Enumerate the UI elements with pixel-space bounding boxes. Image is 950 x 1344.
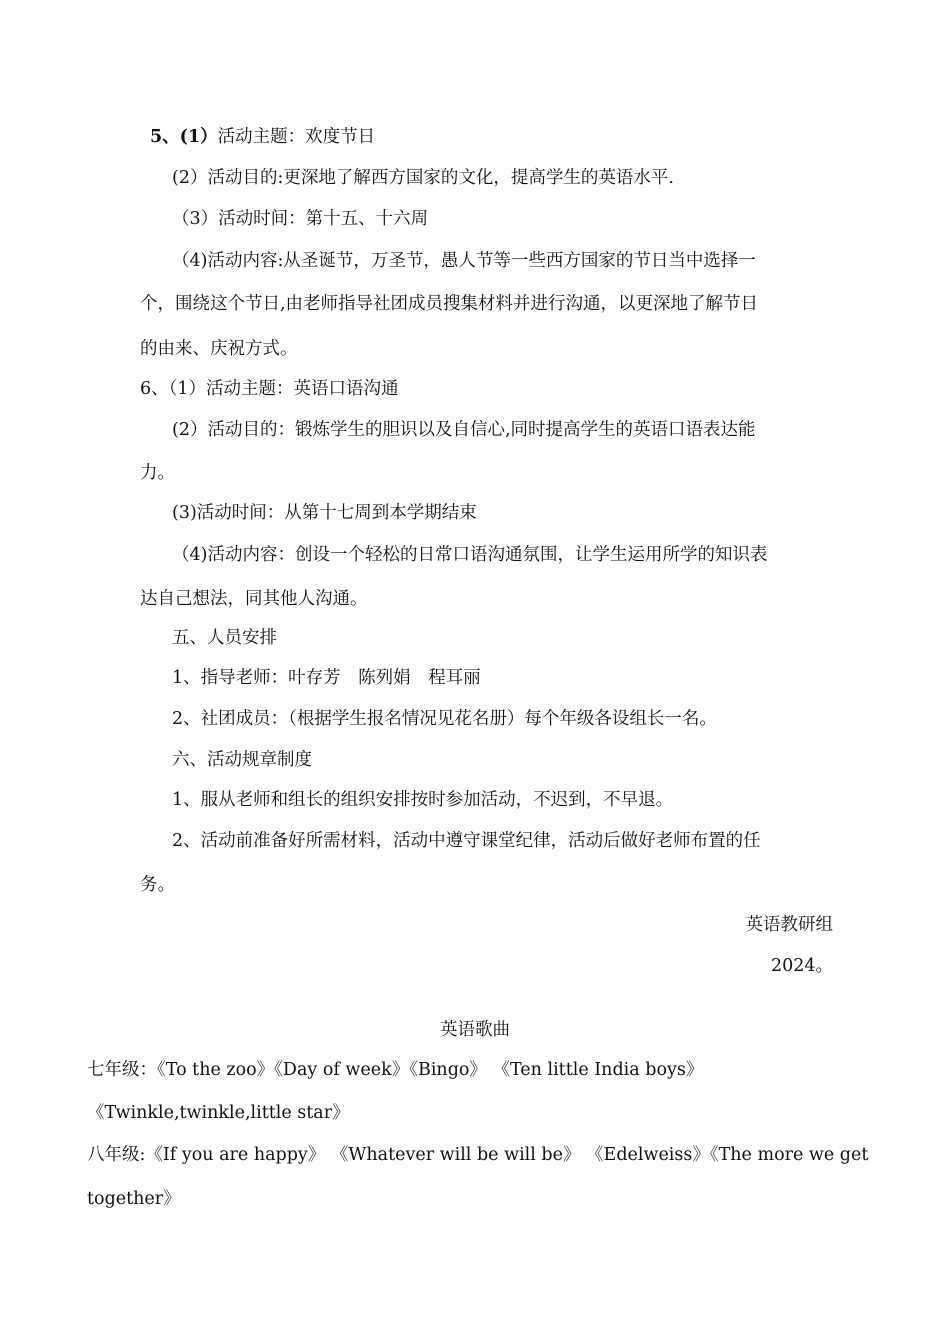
activity5-theme-text: 活动主题：欢度节日 xyxy=(217,127,376,147)
activity5-number: 5、(1） xyxy=(150,127,218,147)
activity5-theme xyxy=(150,125,375,149)
activity6-content-line1: （4)活动内容：创设一个轻松的日常口语沟通氛围，让学生运用所学的知识表 xyxy=(172,545,768,565)
songs-grade8-line1: 八年级:《If you are happy》 《Whatever will be will be》 《Edelweiss》《The more we get xyxy=(87,1145,869,1165)
rule-1: 1、服从老师和组长的组织安排按时参加活动，不迟到，不早退。 xyxy=(172,790,674,810)
songs-grade8-line2: together》 xyxy=(87,1189,181,1209)
activity5-content-line1: （4)活动内容:从圣诞节，万圣节，愚人节等一些西方国家的节日当中选择一 xyxy=(172,251,756,271)
activity6-goal-line1: (2）活动目的：锻炼学生的胆识以及自信心,同时提高学生的英语口语表达能 xyxy=(172,420,756,440)
songs-title: 英语歌曲 xyxy=(440,1020,510,1040)
staff-teachers: 1、指导老师：叶存芳 陈列娟 程耳丽 xyxy=(172,668,481,688)
activity6-theme: 6、（1）活动主题：英语口语沟通 xyxy=(140,379,399,399)
staff-members: 2、社团成员：（根据学生报名情况见花名册）每个年级各设组长一名。 xyxy=(172,709,717,729)
activity6-time: (3)活动时间：从第十七周到本学期结束 xyxy=(172,503,477,523)
rule-2-line2: 务。 xyxy=(140,875,175,895)
activity5-content-line2: 个，围绕这个节日,由老师指导社团成员搜集材料并进行沟通，以更深地了解节日 xyxy=(140,294,759,314)
songs-grade7-line1: 七年级：《To the zoo》《Day of week》《Bingo》 《Ten little India boys》 xyxy=(87,1060,704,1080)
activity5-time: （3）活动时间：第十五、十六周 xyxy=(172,209,429,229)
signature-year: 2024。 xyxy=(770,956,833,976)
activity5-goal: (2）活动目的:更深地了解西方国家的文化，提高学生的英语水平. xyxy=(172,168,674,188)
activity6-content-line2: 达自己想法，同其他人沟通。 xyxy=(140,589,368,609)
songs-grade7-line2: 《Twinkle,twinkle,little star》 xyxy=(87,1103,350,1123)
activity5-content-line3: 的由来、庆祝方式。 xyxy=(140,339,298,359)
rule-2-line1: 2、活动前准备好所需材料，活动中遵守课堂纪律，活动后做好老师布置的任 xyxy=(172,831,761,851)
rules-heading: 六、活动规章制度 xyxy=(172,750,312,770)
signature-group: 英语教研组 xyxy=(745,915,833,935)
activity6-goal-line2: 力。 xyxy=(140,463,175,483)
staff-heading: 五、人员安排 xyxy=(172,628,277,648)
